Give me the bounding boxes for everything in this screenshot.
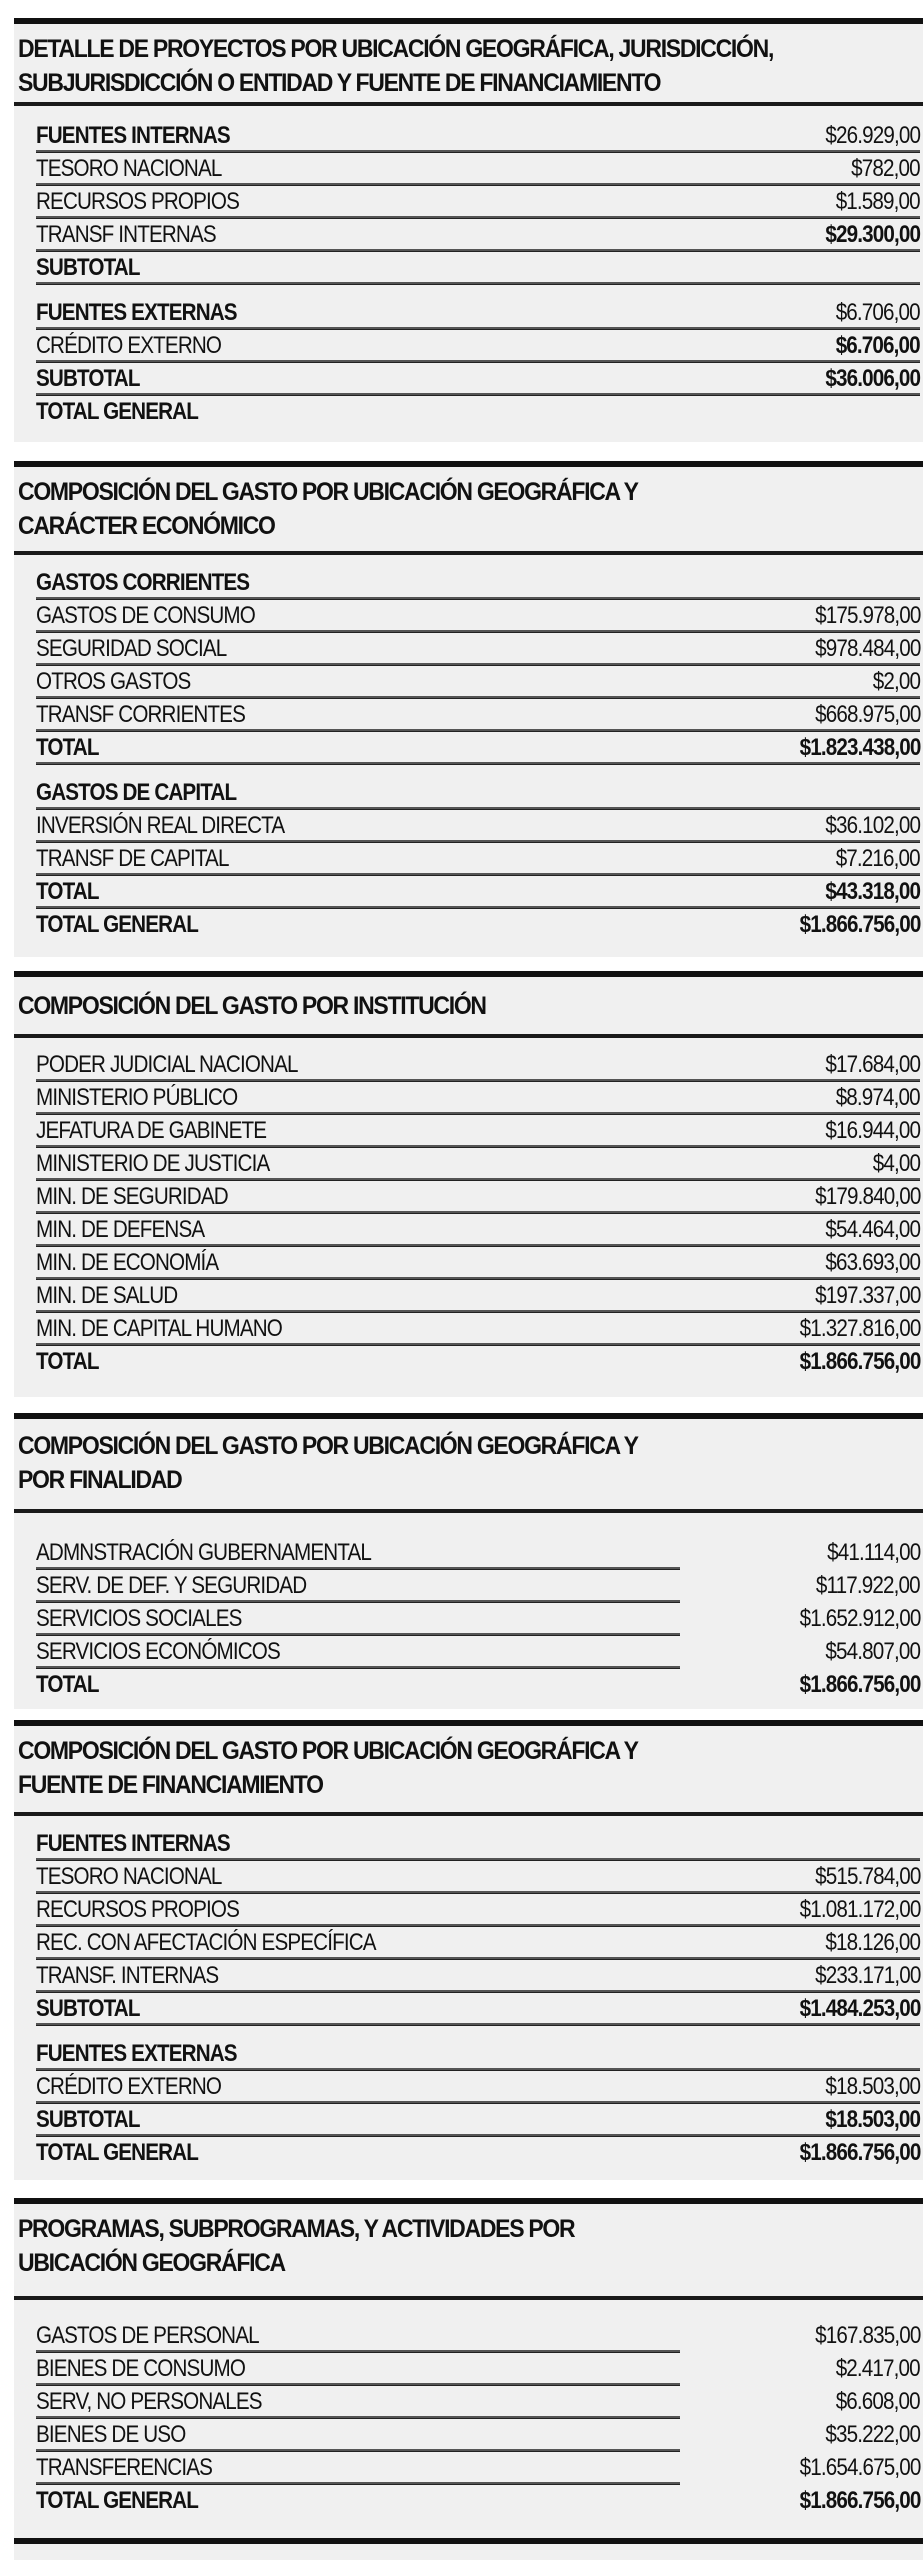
row-label: REC. CON AFECTACIÓN ESPECÍFICA <box>36 1929 376 1956</box>
row-label: RECURSOS PROPIOS <box>36 1896 240 1923</box>
section-title-line: COMPOSICIÓN DEL GASTO POR INSTITUCIÓN <box>18 992 486 1020</box>
table-row <box>36 1280 920 1313</box>
row-label: MINISTERIO DE JUSTICIA <box>36 1150 270 1177</box>
table-row <box>36 2038 920 2071</box>
row-value: $1.866.756,00 <box>799 1348 920 1375</box>
row-value: $1.484.253,00 <box>799 1995 920 2022</box>
row-value: $54.807,00 <box>825 1638 920 1665</box>
section-projects-detail <box>14 18 923 442</box>
section-by-institution <box>14 971 923 1397</box>
table-row <box>36 1115 920 1148</box>
bottom-rule <box>14 2538 923 2544</box>
section-header-rule <box>14 1034 923 1038</box>
section-title-line: COMPOSICIÓN DEL GASTO POR UBICACIÓN GEOGRÁFICA Y <box>18 478 638 506</box>
section-title-line: PROGRAMAS, SUBPROGRAMAS, Y ACTIVIDADES POR <box>18 2215 575 2243</box>
section-rows <box>36 567 920 942</box>
group-gap <box>36 2026 920 2038</box>
table-row <box>36 2386 920 2419</box>
table-row <box>36 1049 920 1082</box>
table-row <box>36 1181 920 1214</box>
section-header-rule <box>14 102 923 106</box>
table-row <box>36 2137 920 2170</box>
row-value: $1.823.438,00 <box>799 734 920 761</box>
row-label: MIN. DE CAPITAL HUMANO <box>36 1315 282 1342</box>
row-label: FUENTES INTERNAS <box>36 122 230 149</box>
row-label: TOTAL <box>36 734 99 761</box>
row-label: JEFATURA DE GABINETE <box>36 1117 267 1144</box>
row-value: $18.503,00 <box>825 2073 920 2100</box>
section-title <box>18 1429 846 1497</box>
table-row <box>36 1082 920 1115</box>
row-value: $26.929,00 <box>825 122 920 149</box>
group-gap <box>36 765 920 777</box>
row-value: $16.944,00 <box>825 1117 920 1144</box>
table-row <box>36 2320 920 2353</box>
row-label: TRANSF INTERNAS <box>36 221 216 248</box>
table-row <box>36 567 920 600</box>
row-value: $41.114,00 <box>826 1539 920 1566</box>
row-value: $7.216,00 <box>835 845 920 872</box>
row-value: $6.706,00 <box>835 332 920 359</box>
row-divider <box>36 2023 920 2026</box>
table-row <box>36 2353 920 2386</box>
section-title-line: COMPOSICIÓN DEL GASTO POR UBICACIÓN GEOGRÁFICA Y <box>18 1432 638 1460</box>
row-label: FUENTES EXTERNAS <box>36 2040 237 2067</box>
row-label: ADMNSTRACIÓN GUBERNAMENTAL <box>36 1539 372 1566</box>
row-value: $4,00 <box>872 1150 920 1177</box>
row-label: FUENTES INTERNAS <box>36 1830 230 1857</box>
section-top-rule <box>14 971 923 977</box>
table-row <box>36 843 920 876</box>
table-row <box>36 186 920 219</box>
table-row <box>36 297 920 330</box>
table-row <box>36 330 920 363</box>
section-title <box>18 989 846 1023</box>
row-value: $43.318,00 <box>825 878 920 905</box>
row-label: MIN. DE ECONOMÍA <box>36 1249 219 1276</box>
row-label: GASTOS CORRIENTES <box>36 569 250 596</box>
table-row <box>36 1861 920 1894</box>
row-label: PODER JUDICIAL NACIONAL <box>36 1051 298 1078</box>
row-label: SEGURIDAD SOCIAL <box>36 635 227 662</box>
row-value: $18.126,00 <box>825 1929 920 1956</box>
row-value: $8.974,00 <box>835 1084 920 1111</box>
section-rows <box>36 2320 920 2518</box>
table-row <box>36 1828 920 1861</box>
row-label: RECURSOS PROPIOS <box>36 188 240 215</box>
row-value: $1.866.756,00 <box>799 911 920 938</box>
table-row <box>36 153 920 186</box>
section-title-line: DETALLE DE PROYECTOS POR UBICACIÓN GEOGRÁFICA, JURISDICCIÓN, <box>18 35 774 63</box>
row-label: GASTOS DE CAPITAL <box>36 779 237 806</box>
row-value: $2.417,00 <box>835 2355 920 2382</box>
table-row <box>36 1570 920 1603</box>
row-value: $1.866.756,00 <box>799 2139 920 2166</box>
section-top-rule <box>14 461 923 467</box>
section-rows <box>36 1537 920 1702</box>
row-label: SUBTOTAL <box>36 365 140 392</box>
row-divider <box>36 762 920 765</box>
group-gap <box>36 285 920 297</box>
section-title-line: COMPOSICIÓN DEL GASTO POR UBICACIÓN GEOGRÁFICA Y <box>18 1737 638 1765</box>
row-value: $6.608,00 <box>835 2388 920 2415</box>
row-value: $6.706,00 <box>835 299 920 326</box>
table-row <box>36 777 920 810</box>
row-label: TOTAL GENERAL <box>36 911 198 938</box>
row-value: $35.222,00 <box>825 2421 920 2448</box>
section-programs <box>14 2198 923 2560</box>
table-row <box>36 1894 920 1927</box>
row-value: $515.784,00 <box>814 1863 920 1890</box>
section-title <box>18 475 846 543</box>
row-label: SERV. DE DEF. Y SEGURIDAD <box>36 1572 307 1599</box>
section-top-rule <box>14 2198 923 2204</box>
table-row <box>36 2071 920 2104</box>
row-label: GASTOS DE CONSUMO <box>36 602 255 629</box>
section-top-rule <box>14 1720 923 1726</box>
row-value: $668.975,00 <box>814 701 920 728</box>
section-title-line: POR FINALIDAD <box>18 1466 182 1494</box>
table-row <box>36 1993 920 2026</box>
section-top-rule <box>14 1413 923 1419</box>
section-header-rule <box>14 551 923 555</box>
table-row <box>36 909 920 942</box>
section-rows <box>36 1049 920 1379</box>
row-value: $197.337,00 <box>814 1282 920 1309</box>
row-label: SERVICIOS ECONÓMICOS <box>36 1638 280 1665</box>
row-label: MIN. DE SEGURIDAD <box>36 1183 228 1210</box>
row-value: $233.171,00 <box>814 1962 920 1989</box>
table-row <box>36 1960 920 1993</box>
table-row <box>36 1537 920 1570</box>
row-value: $117.922,00 <box>816 1572 920 1599</box>
table-row <box>36 2485 920 2518</box>
section-title-line: FUENTE DE FINANCIAMIENTO <box>18 1771 323 1799</box>
row-value: $782,00 <box>851 155 920 182</box>
row-label: BIENES DE CONSUMO <box>36 2355 246 2382</box>
table-row <box>36 1148 920 1181</box>
section-title <box>18 1734 846 1802</box>
row-label: MINISTERIO PÚBLICO <box>36 1084 238 1111</box>
section-title <box>18 2212 846 2280</box>
row-value: $1.081.172,00 <box>799 1896 920 1923</box>
row-value: $1.866.756,00 <box>799 1671 920 1698</box>
table-row <box>36 633 920 666</box>
row-value: $1.654.675,00 <box>799 2454 920 2481</box>
row-label: TOTAL GENERAL <box>36 2139 198 2166</box>
row-value: $17.684,00 <box>825 1051 920 1078</box>
row-value: $175.978,00 <box>814 602 920 629</box>
row-label: TRANSF CORRIENTES <box>36 701 245 728</box>
row-label: TESORO NACIONAL <box>36 155 222 182</box>
section-funding-source <box>14 1720 923 2180</box>
row-label: CRÉDITO EXTERNO <box>36 332 222 359</box>
row-label: TESORO NACIONAL <box>36 1863 222 1890</box>
row-label: TOTAL <box>36 878 99 905</box>
table-row <box>36 396 920 429</box>
section-economic-character <box>14 461 923 957</box>
row-label: SUBTOTAL <box>36 2106 140 2133</box>
section-title-line: SUBJURISDICCIÓN O ENTIDAD Y FUENTE DE FINANCIAMIENTO <box>18 69 661 97</box>
table-row <box>36 2419 920 2452</box>
section-by-purpose <box>14 1413 923 1709</box>
section-header-rule <box>14 2296 923 2300</box>
row-label: GASTOS DE PERSONAL <box>36 2322 259 2349</box>
table-row <box>36 1313 920 1346</box>
row-label: FUENTES EXTERNAS <box>36 299 237 326</box>
row-label: TRANSFERENCIAS <box>36 2454 213 2481</box>
table-row <box>36 120 920 153</box>
row-label: TRANSF DE CAPITAL <box>36 845 229 872</box>
row-label: SUBTOTAL <box>36 1995 140 2022</box>
table-row <box>36 876 920 909</box>
section-title-line: CARÁCTER ECONÓMICO <box>18 512 275 540</box>
row-value: $1.589,00 <box>835 188 920 215</box>
row-label: MIN. DE DEFENSA <box>36 1216 205 1243</box>
row-label: TOTAL <box>36 1671 99 1698</box>
table-row <box>36 1214 920 1247</box>
row-label: OTROS GASTOS <box>36 668 191 695</box>
table-row <box>36 219 920 252</box>
table-row <box>36 1247 920 1280</box>
table-row <box>36 810 920 843</box>
row-value: $167.835,00 <box>814 2322 920 2349</box>
row-value: $179.840,00 <box>814 1183 920 1210</box>
section-title-line: UBICACIÓN GEOGRÁFICA <box>18 2249 285 2277</box>
section-rows <box>36 120 920 429</box>
row-label: TOTAL GENERAL <box>36 398 198 425</box>
row-value: $2,00 <box>872 668 920 695</box>
row-value: $36.006,00 <box>825 365 920 392</box>
row-value: $63.693,00 <box>825 1249 920 1276</box>
row-value: $54.464,00 <box>825 1216 920 1243</box>
table-row <box>36 732 920 765</box>
table-row <box>36 699 920 732</box>
budget-document <box>14 0 923 2560</box>
row-value: $29.300,00 <box>825 221 920 248</box>
table-row <box>36 2452 920 2485</box>
section-header-rule <box>14 1812 923 1816</box>
table-row <box>36 252 920 285</box>
row-label: SUBTOTAL <box>36 254 140 281</box>
row-label: CRÉDITO EXTERNO <box>36 2073 222 2100</box>
table-row <box>36 600 920 633</box>
row-value: $18.503,00 <box>825 2106 920 2133</box>
table-row <box>36 1346 920 1379</box>
row-label: SERVICIOS SOCIALES <box>36 1605 242 1632</box>
row-value: $978.484,00 <box>814 635 920 662</box>
table-row <box>36 363 920 396</box>
row-value: $1.866.756,00 <box>799 2487 920 2514</box>
row-value: $1.327.816,00 <box>799 1315 920 1342</box>
table-row <box>36 1603 920 1636</box>
section-title <box>18 32 846 100</box>
row-divider <box>36 282 920 285</box>
section-top-rule <box>14 18 923 24</box>
row-label: BIENES DE USO <box>36 2421 186 2448</box>
row-label: TOTAL <box>36 1348 99 1375</box>
section-rows <box>36 1828 920 2170</box>
row-label: INVERSIÓN REAL DIRECTA <box>36 812 285 839</box>
table-row <box>36 2104 920 2137</box>
table-row <box>36 666 920 699</box>
row-label: MIN. DE SALUD <box>36 1282 178 1309</box>
row-value: $1.652.912,00 <box>799 1605 920 1632</box>
row-label: TOTAL GENERAL <box>36 2487 198 2514</box>
row-label: SERV, NO PERSONALES <box>36 2388 262 2415</box>
section-header-rule <box>14 1509 923 1513</box>
row-value: $36.102,00 <box>825 812 920 839</box>
table-row <box>36 1636 920 1669</box>
table-row <box>36 1927 920 1960</box>
table-row <box>36 1669 920 1702</box>
row-label: TRANSF. INTERNAS <box>36 1962 219 1989</box>
